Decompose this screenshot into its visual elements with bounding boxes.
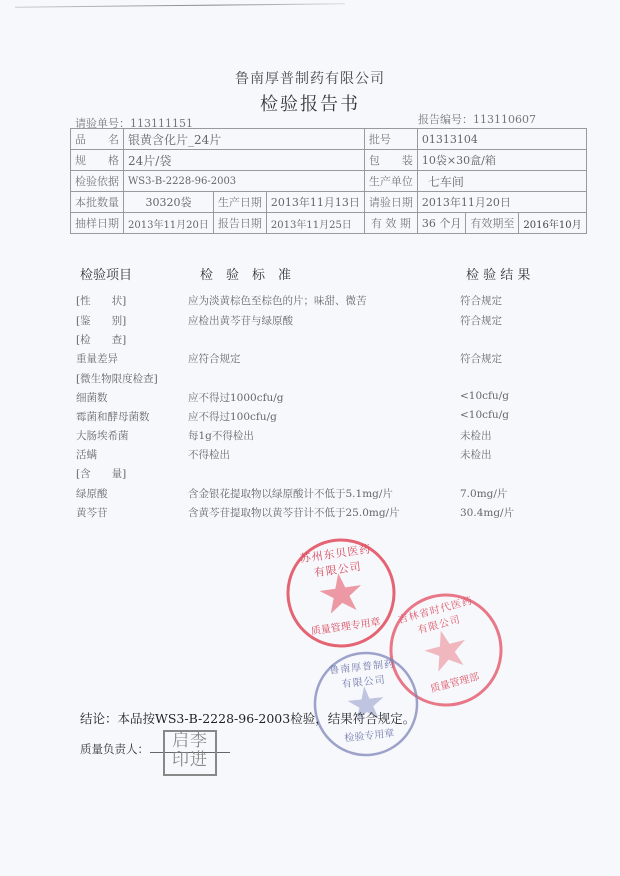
request-number-label: 请验单号：: [75, 117, 130, 130]
test-row: [76, 466, 536, 484]
test-row: [76, 332, 536, 350]
product-name-value: 银黄含化片_24片: [124, 129, 365, 150]
test-item: 活螨: [76, 449, 97, 461]
test-item: [鉴 别]: [76, 315, 127, 327]
basis-label: 检验依据: [71, 171, 124, 192]
test-standard: 应不得过100cfu/g: [188, 411, 277, 423]
test-standard: 应检出黄芩苷与绿原酸: [188, 315, 293, 327]
seal-text: 鲁南厚普制药有限公司: [328, 658, 396, 691]
test-item: 重量差异: [76, 353, 118, 365]
validity-value: 36 个月: [417, 213, 466, 234]
batch-no-label: 批号: [364, 129, 417, 150]
test-row: [76, 313, 536, 331]
quality-manager-name-stamp: 启李印进: [163, 730, 217, 776]
producer-value: 七车间: [417, 171, 586, 192]
test-result: 30.4mg/片: [460, 507, 515, 519]
spec-label: 规 格: [71, 150, 124, 171]
packaging-value: 10袋×30盒/箱: [417, 150, 586, 171]
sampling-date-label: 抽样日期: [71, 213, 124, 234]
test-item: [检 查]: [76, 334, 127, 346]
test-standard: 不得检出: [188, 449, 230, 461]
conclusion: 结论：本品按WS3-B-2228-96-2003检验，结果符合规定。: [80, 711, 416, 726]
test-row: [76, 428, 536, 446]
quantity-label: 本批数量: [71, 192, 124, 213]
packaging-label: 包 装: [364, 150, 417, 171]
quantity-value: 30320袋: [124, 192, 214, 213]
test-row: [76, 390, 536, 408]
test-row: [76, 447, 536, 465]
report-number-label: 报告编号：: [418, 113, 473, 126]
test-standard: 每1g不得检出: [188, 430, 254, 442]
seal-text: 苏州东贝医药有限公司: [298, 542, 373, 580]
header-item: 检验项目: [80, 268, 133, 283]
test-item: 细菌数: [76, 392, 108, 404]
test-item: 黄芩苷: [76, 507, 108, 519]
request-date-value: 2013年11月20日: [417, 192, 586, 213]
expiry-label: 有效期至: [466, 213, 519, 234]
test-standard: 应符合规定: [188, 353, 241, 365]
validity-label: 有 效 期: [364, 213, 417, 234]
spec-value: 24片/袋: [124, 150, 365, 171]
table-row: [71, 192, 587, 213]
test-standard: 含黄芩苷提取物以黄芩苷计不低于25.0mg/片: [188, 507, 400, 519]
seal-inner-text: 检验专用章: [343, 728, 395, 745]
test-result: 符合规定: [460, 353, 502, 365]
batch-no-value: 01313104: [417, 129, 586, 150]
test-standard: 应为淡黄棕色至棕色的片；味甜、微苦: [188, 295, 367, 307]
test-standard: 含金银花提取物以绿原酸计不低于5.1mg/片: [188, 488, 393, 500]
test-row: [76, 505, 536, 523]
request-date-label: 请验日期: [364, 192, 417, 213]
product-name-label: 品 名: [71, 129, 124, 150]
test-item: [微生物限度检查]: [76, 373, 158, 385]
seal-inner-text: 质量管理部: [429, 671, 481, 696]
scan-edge-line: [15, 3, 345, 7]
quality-manager-label: 质量负责人：: [80, 742, 149, 756]
test-standard: 应不得过1000cfu/g: [188, 392, 284, 404]
test-item: 霉菌和酵母菌数: [76, 411, 150, 423]
header-result: 检 验 结 果: [466, 268, 531, 283]
expiry-value: 2016年10月: [519, 213, 586, 234]
test-result: <10cfu/g: [460, 409, 509, 421]
test-row: [76, 371, 536, 389]
test-result: 7.0mg/片: [460, 488, 508, 500]
test-item: 绿原酸: [76, 488, 108, 500]
producer-label: 生产单位: [364, 171, 417, 192]
test-item: [性 状]: [76, 295, 127, 307]
report-date-value: 2013年11月25日: [266, 213, 364, 234]
test-item: [含 量]: [76, 468, 127, 480]
production-date-value: 2013年11月13日: [266, 192, 364, 213]
seal-text: 吉林省时代医药有限公司: [396, 595, 475, 637]
test-row: [76, 486, 536, 504]
report-number-value: 113110607: [473, 113, 536, 126]
test-row: [76, 409, 536, 427]
test-row: [76, 351, 536, 369]
test-row: [76, 293, 536, 311]
table-row: [71, 171, 587, 192]
seal-inner-text: 质量管理专用章: [310, 616, 382, 638]
test-result: 未检出: [460, 430, 492, 442]
header-standard: 检 验 标 准: [200, 268, 292, 283]
test-item: 大肠埃希菌: [76, 430, 129, 442]
request-number-value: 113111151: [130, 117, 193, 130]
production-date-label: 生产日期: [213, 192, 266, 213]
test-result: <10cfu/g: [460, 390, 509, 402]
table-row: [71, 129, 587, 150]
sampling-date-value: 2013年11月20日: [124, 213, 214, 234]
test-result: 未检出: [460, 449, 492, 461]
page-title: 检验报告书: [260, 94, 360, 115]
company-name: 鲁南厚普制药有限公司: [235, 71, 385, 87]
basis-value: WS3-B-2228-96-2003: [124, 171, 365, 192]
product-info-table: [70, 128, 587, 234]
table-row: [71, 213, 587, 234]
test-result: 符合规定: [460, 295, 502, 307]
report-number: [418, 111, 536, 127]
report-date-label: 报告日期: [213, 213, 266, 234]
seal-lunan-houpu: [307, 645, 426, 764]
table-row: [71, 150, 587, 171]
test-result: 符合规定: [460, 315, 502, 327]
